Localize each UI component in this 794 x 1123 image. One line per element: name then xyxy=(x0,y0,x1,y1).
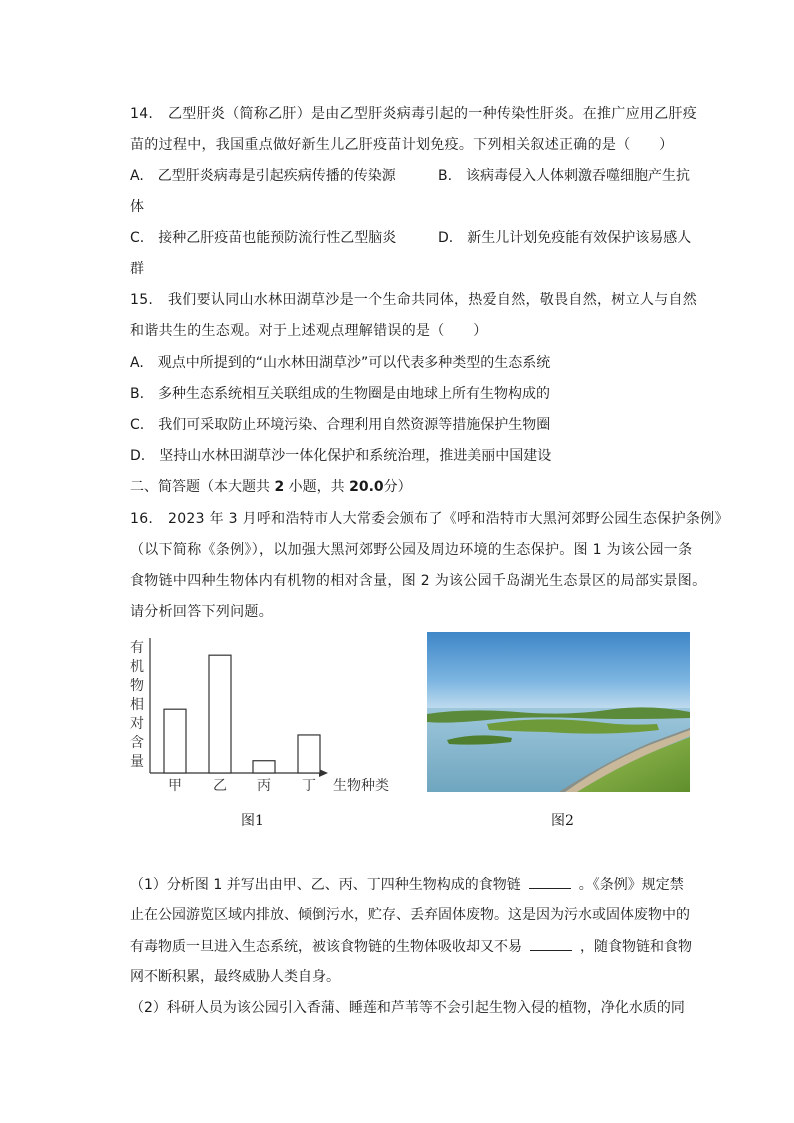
q16-sub2-line1: （2）科研人员为该公园引入香蒲、睡莲和芦苇等不会引起生物入侵的植物，净化水质的同 xyxy=(130,1000,685,1016)
bar-丁 xyxy=(298,735,320,773)
q14-option-d-cont: 群 xyxy=(130,261,144,277)
figure1-bar-chart xyxy=(128,632,398,802)
q15-option-d: D. 坚持山水林田湖草沙一体化保护和系统治理，推进美丽中国建设 xyxy=(130,448,552,464)
bar-甲 xyxy=(164,709,186,773)
q16-number: 16. xyxy=(130,511,154,527)
q14-option-b-cont: 体 xyxy=(130,199,144,215)
q16-sub1-line3: 有毒物质一旦进入生态系统，被该食物链的生物体吸收却又不易 ，随食物链和食物 xyxy=(130,936,692,957)
section2-title: 二、简答题（本大题共 2 小题，共 20.0分） xyxy=(130,479,412,495)
x-axis-label: 生物种类 xyxy=(333,778,389,794)
tick-label-丁: 丁 xyxy=(302,778,316,794)
q16-sub1-line2: 止在公园游览区域内排放、倾倒污水，贮存、丢弃固体废物。这是因为污水或固体废物中的 xyxy=(130,907,690,923)
q15-line1: 15. 我们要认同山水林田湖草沙是一个生命共同体，热爱自然，敬畏自然，树立人与自然 xyxy=(130,292,698,308)
q14-option-d: D. 新生儿计划免疫能有效保护该易感人 xyxy=(438,230,692,246)
tick-label-甲: 甲 xyxy=(168,778,182,794)
tick-label-丙: 丙 xyxy=(257,778,271,794)
q16-sub1-line1: （1）分析图 1 并写出由甲、乙、丙、丁四种生物构成的食物链 。《条例》规定禁 xyxy=(130,874,684,895)
q16-line1: 16. 2023 年 3 月呼和浩特市人大常委会颁布了《呼和浩特市大黑河郊野公园生态保护条例》 xyxy=(130,511,729,527)
tick-label-乙: 乙 xyxy=(213,778,227,794)
q15-option-c: C. 我们可采取防止环境污染、合理利用自然资源等措施保护生物圈 xyxy=(130,417,551,433)
q14-number: 14. xyxy=(130,106,154,122)
section2-score: 20.0 xyxy=(349,479,384,495)
q16-sub1-line4: 网不断积累，最终威胁人类自身。 xyxy=(130,969,340,985)
figure2-caption: 图2 xyxy=(551,813,574,829)
q14-option-b: B. 该病毒侵入人体刺激吞噬细胞产生抗 xyxy=(438,168,691,184)
figure2-landscape-photo xyxy=(427,632,690,792)
figure1-caption: 图1 xyxy=(241,813,264,829)
q14-option-a: A. 乙型肝炎病毒是引起疾病传播的传染源 xyxy=(130,168,396,184)
q15-option-b: B. 多种生态系统相互关联组成的生物圈是由地球上所有生物构成的 xyxy=(130,386,551,402)
q14-line1: 14. 乙型肝炎（简称乙肝）是由乙型肝炎病毒引起的一种传染性肝炎。在推广应用乙肝疫 xyxy=(130,106,698,122)
y-axis-label xyxy=(130,640,144,770)
q15-number: 15. xyxy=(130,292,154,308)
q14-line2: 苗的过程中，我国重点做好新生儿乙肝疫苗计划免疫。下列相关叙述正确的是（ ） xyxy=(130,137,674,153)
answer-blank-2[interactable] xyxy=(530,936,572,951)
q14-option-c: C. 接种乙肝疫苗也能预防流行性乙型脑炎 xyxy=(130,230,397,246)
sky xyxy=(427,632,690,712)
q15-option-a: A. 观点中所提到的“山水林田湖草沙”可以代表多种类型的生态系统 xyxy=(130,355,551,371)
bar-乙 xyxy=(209,655,231,773)
bar-丙 xyxy=(253,761,275,773)
y-axis-label-text: 有机物相对含量 xyxy=(130,640,144,770)
q16-line3: 食物链中四种生物体内有机物的相对含量，图 2 为该公园千岛湖光生态景区的局部实景图。 xyxy=(130,573,707,589)
q16-line4: 请分析回答下列问题。 xyxy=(130,604,273,620)
q15-line2: 和谐共生的生态观。对于上述观点理解错误的是（ ） xyxy=(130,323,488,339)
q16-line2: （以下简称《条例》），以加强大黑河郊野公园及周边环境的生态保护。图 1 为该公园一条 xyxy=(130,542,693,558)
section2-count: 2 xyxy=(274,479,285,495)
answer-blank-1[interactable] xyxy=(529,874,571,889)
